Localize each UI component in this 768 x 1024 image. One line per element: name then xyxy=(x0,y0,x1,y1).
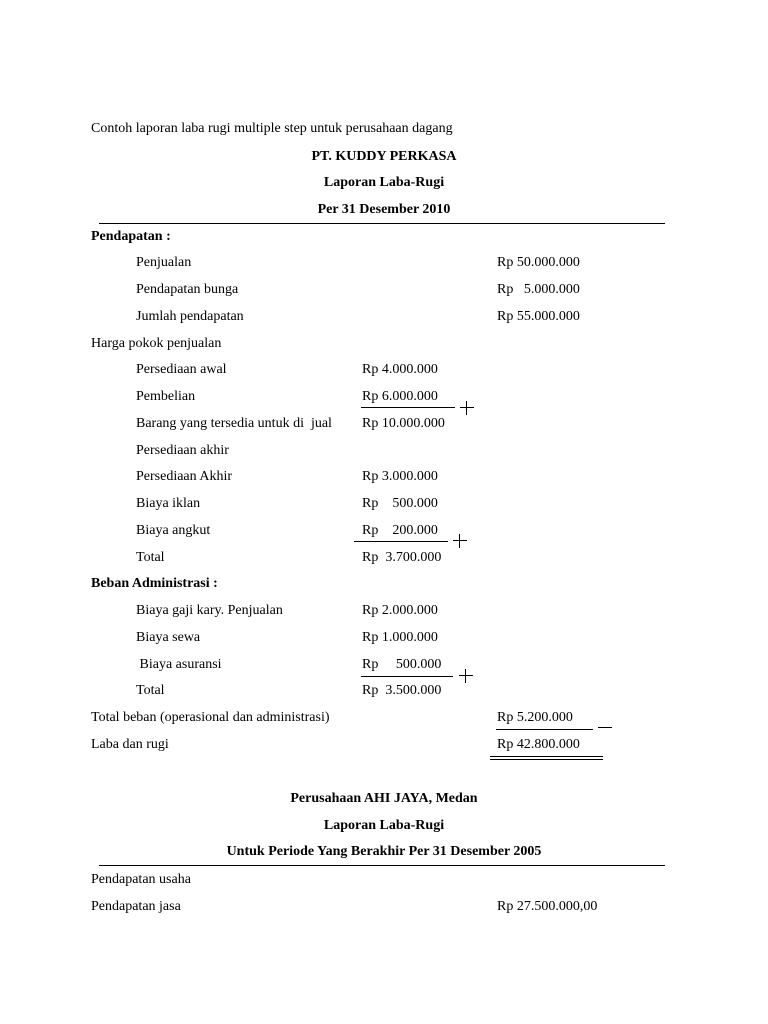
report2-title: Laporan Laba-Rugi xyxy=(323,818,445,833)
intro-text: Contoh laporan laba rugi multiple step untuk perusahaan dagang xyxy=(91,121,453,136)
report-period: Per 31 Desember 2010 xyxy=(317,202,451,217)
report-title: Laporan Laba-Rugi xyxy=(323,175,445,190)
persediaan-awal-value: Rp 4.000.000 xyxy=(362,362,438,377)
biaya-angkut-value: Rp 200.000 xyxy=(362,523,438,538)
barang-tersedia-label: Barang yang tersedia untuk di jual xyxy=(136,416,332,431)
header2-divider xyxy=(99,865,665,866)
subtotal-line xyxy=(354,541,448,542)
double-underline-bottom xyxy=(490,759,603,760)
jumlah-pendapatan-value: Rp 55.000.000 xyxy=(497,309,580,324)
penjualan-value: Rp 50.000.000 xyxy=(497,255,580,270)
minus-sign-icon xyxy=(598,727,612,728)
biaya-sewa-label: Biaya sewa xyxy=(136,630,201,645)
persediaan-akhir2-label: Persediaan Akhir xyxy=(136,469,233,484)
persediaan-awal-label: Persediaan awal xyxy=(136,362,227,377)
pendapatan-jasa-label: Pendapatan jasa xyxy=(91,899,181,914)
biaya-iklan-value: Rp 500.000 xyxy=(362,496,438,511)
biaya-sewa-value: Rp 1.000.000 xyxy=(362,630,438,645)
beban-header: Beban Administrasi : xyxy=(91,576,218,591)
company2-name: Perusahaan AHI JAYA, Medan xyxy=(290,791,478,806)
plus-sign-icon xyxy=(460,401,474,415)
plus-sign-icon xyxy=(453,534,467,548)
pembelian-label: Pembelian xyxy=(136,389,196,404)
biaya-angkut-label: Biaya angkut xyxy=(136,523,211,538)
laba-rugi-label: Laba dan rugi xyxy=(91,737,169,752)
pendapatan-jasa-value: Rp 27.500.000,00 xyxy=(497,899,598,914)
header-divider xyxy=(99,223,665,224)
hpp-header: Harga pokok penjualan xyxy=(91,336,222,351)
plus-sign-icon xyxy=(459,669,473,683)
pendapatan-bunga-label: Pendapatan bunga xyxy=(136,282,239,297)
double-underline-top xyxy=(490,756,603,757)
persediaan-akhir2-value: Rp 3.000.000 xyxy=(362,469,438,484)
laba-rugi-value: Rp 42.800.000 xyxy=(497,737,580,752)
subtotal-line xyxy=(361,407,455,408)
biaya-iklan-label: Biaya iklan xyxy=(136,496,201,511)
total1-value: Rp 3.700.000 xyxy=(362,550,442,565)
total-beban-label: Total beban (operasional dan administrasi) xyxy=(91,710,330,725)
barang-tersedia-value: Rp 10.000.000 xyxy=(362,416,445,431)
pendapatan-usaha-label: Pendapatan usaha xyxy=(91,872,191,887)
subtotal-line xyxy=(496,729,593,730)
jumlah-pendapatan-label: Jumlah pendapatan xyxy=(136,309,244,324)
company-name: PT. KUDDY PERKASA xyxy=(311,149,457,164)
total-beban-value: Rp 5.200.000 xyxy=(497,710,573,725)
subtotal-line xyxy=(361,676,453,677)
biaya-asuransi-value: Rp 500.000 xyxy=(362,657,442,672)
biaya-gaji-label: Biaya gaji kary. Penjualan xyxy=(136,603,283,618)
persediaan-akhir-label: Persediaan akhir xyxy=(136,443,229,458)
biaya-gaji-value: Rp 2.000.000 xyxy=(362,603,438,618)
pembelian-value: Rp 6.000.000 xyxy=(362,389,438,404)
report2-period: Untuk Periode Yang Berakhir Per 31 Desember 2005 xyxy=(226,844,542,859)
pendapatan-header: Pendapatan : xyxy=(91,229,171,244)
biaya-asuransi-label: Biaya asuransi xyxy=(136,657,222,672)
pendapatan-bunga-value: Rp 5.000.000 xyxy=(497,282,580,297)
penjualan-label: Penjualan xyxy=(136,255,192,270)
total2-value: Rp 3.500.000 xyxy=(362,683,442,698)
total1-label: Total xyxy=(136,550,165,565)
total2-label: Total xyxy=(136,683,165,698)
